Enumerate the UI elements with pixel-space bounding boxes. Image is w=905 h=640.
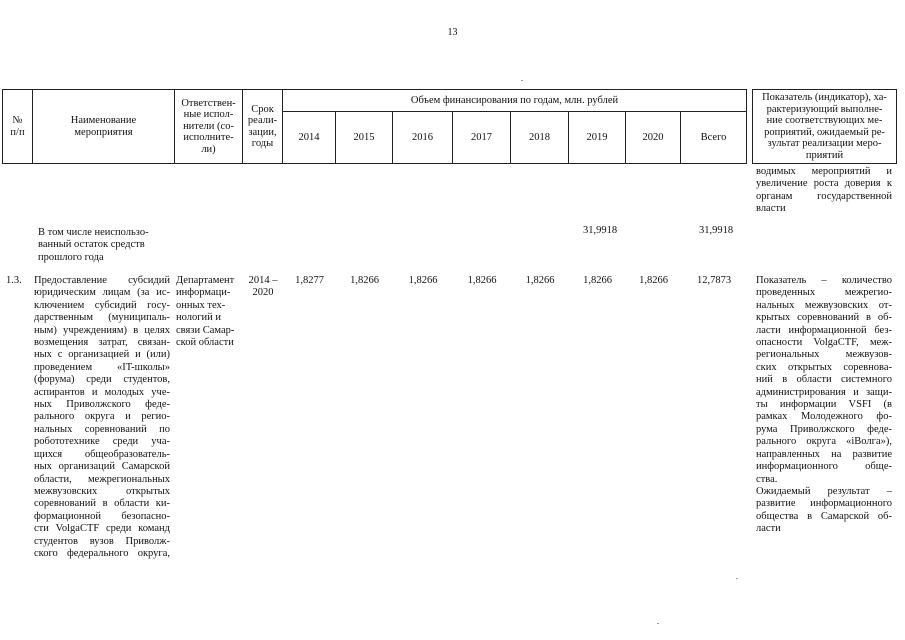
name-line: робототехнике среди уча- bbox=[34, 436, 170, 448]
term-line: 2020 bbox=[252, 287, 274, 299]
name-line: нальных соревнований по bbox=[34, 423, 170, 435]
indicator-line: направленных на развитие bbox=[756, 448, 892, 460]
value-2018: 1,8266 bbox=[525, 275, 555, 286]
indicator-line: проведенных межрегио- bbox=[756, 287, 892, 299]
carryover-line: увеличение роста доверия к bbox=[756, 178, 892, 190]
table-header bbox=[2, 89, 897, 164]
header-term-text: Срок реали- зации, годы bbox=[247, 103, 278, 149]
name-line: Предоставление субсидий bbox=[34, 275, 170, 286]
unused-row-name bbox=[38, 227, 178, 264]
row-responsible bbox=[176, 275, 242, 349]
header-responsible-text: Ответствен- ные испол- нители (со- исполните- ли) bbox=[181, 97, 236, 155]
indicator-line: Показатель – количество bbox=[756, 275, 892, 286]
responsible-line: ской области bbox=[176, 337, 234, 349]
responsible-line: информаци- bbox=[176, 287, 231, 299]
indicator-line: рального округа «iВолга»), bbox=[756, 436, 892, 448]
name-line: сти VolgaCTF среди команд bbox=[34, 523, 170, 535]
header-total: Всего bbox=[681, 112, 747, 164]
header-year-2015: 2015 bbox=[336, 112, 393, 164]
scan-speck bbox=[657, 623, 659, 624]
header-year-2019: 2019 bbox=[569, 112, 626, 164]
header-term bbox=[243, 90, 283, 164]
indicator-line: опасности VolgaCTF, меж- bbox=[756, 337, 892, 349]
value-2016: 1,8266 bbox=[408, 275, 438, 286]
page-number: 13 bbox=[447, 27, 458, 38]
responsible-line: нологий и bbox=[176, 312, 222, 324]
header-number-text: № п/п bbox=[10, 115, 25, 138]
indicator-line: ства. bbox=[756, 473, 778, 485]
name-line: формационной безопасно- bbox=[34, 510, 170, 522]
name-line: области, межрегиональных bbox=[34, 473, 170, 485]
header-name-text: Наименование мероприятия bbox=[70, 115, 137, 138]
term-line: 2014 – bbox=[248, 275, 278, 286]
value-2015: 1,8266 bbox=[350, 275, 379, 286]
scan-speck bbox=[736, 578, 738, 579]
header-indicator-text: Показатель (индикатор), ха- рактеризующий выполне- ние соответствующих ме- роприятий, ожидаемый ре- зультат реализации меро- приятий bbox=[762, 92, 887, 161]
indicator-line: администрирования и защи- bbox=[756, 386, 892, 398]
name-line: проведением «IT-школы» bbox=[34, 361, 170, 373]
indicator-line: ласти bbox=[756, 523, 781, 535]
name-line: (форума) среди студентов, bbox=[34, 374, 170, 386]
value-2020: 1,8266 bbox=[639, 275, 668, 286]
carryover-line: водимых мероприятий и bbox=[756, 166, 892, 177]
name-line: ных с организацией и (или) bbox=[34, 349, 170, 361]
name-line: юридическим лицам (за ис- bbox=[34, 287, 170, 299]
header-number bbox=[3, 90, 33, 164]
indicator-line: рума Приволжского феде- bbox=[756, 423, 892, 435]
name-line: ных Приволжского феде- bbox=[34, 399, 170, 411]
value-2017: 1,8266 bbox=[467, 275, 497, 286]
header-funding-text: Объем финансирования по годам, млн. рублей bbox=[410, 94, 619, 106]
row-indicator bbox=[756, 275, 892, 536]
row-number: 1.3. bbox=[6, 275, 22, 286]
indicator-line: развитие информационного bbox=[756, 498, 892, 510]
header-year-2020: 2020 bbox=[626, 112, 681, 164]
name-line: аспирантов и молодых уче- bbox=[34, 386, 170, 398]
name-line: ключением субсидий госу- bbox=[34, 299, 170, 311]
indicator-line: крытых соревнований в об- bbox=[756, 312, 892, 324]
name-line: соревнований в области ки- bbox=[34, 498, 170, 510]
indicator-line: ты информации VSFI (в bbox=[756, 399, 892, 411]
header-year-2018: 2018 bbox=[511, 112, 569, 164]
name-line: ского федерального округа, bbox=[34, 547, 170, 559]
header-indicator bbox=[753, 90, 897, 164]
header-year-2016: 2016 bbox=[393, 112, 453, 164]
responsible-line: Департамент bbox=[176, 275, 235, 286]
header-funding bbox=[283, 90, 747, 112]
carryover-line: власти bbox=[756, 203, 786, 215]
unused-total: 31,9918 bbox=[698, 225, 734, 236]
responsible-line: онных тех- bbox=[176, 299, 226, 311]
indicator-line: ний в области системного bbox=[756, 374, 892, 386]
row-name bbox=[34, 275, 170, 560]
name-line: возмещения затрат, связан- bbox=[34, 337, 170, 349]
name-line: щихся общеобразователь- bbox=[34, 448, 170, 460]
row-term bbox=[244, 275, 282, 300]
header-name bbox=[33, 90, 175, 164]
value-2014: 1,8277 bbox=[295, 275, 324, 286]
unused-name-line: ванный остаток средств bbox=[38, 239, 145, 251]
value-2019: 1,8266 bbox=[583, 275, 612, 286]
carryover-indicator bbox=[756, 166, 892, 216]
header-year-2014: 2014 bbox=[283, 112, 336, 164]
name-line: дарственным (муниципаль- bbox=[34, 312, 170, 324]
value-total: 12,7873 bbox=[696, 275, 732, 286]
name-line: ным) учреждениям) в целях bbox=[34, 324, 170, 336]
responsible-line: связи Самар- bbox=[176, 324, 235, 336]
indicator-line: информационного обще- bbox=[756, 461, 892, 473]
indicator-line: нальных межвузовских от- bbox=[756, 299, 892, 311]
unused-name-line: прошлого года bbox=[38, 251, 104, 263]
name-line: студентов вузов Приволж- bbox=[34, 535, 170, 547]
indicator-line: ласти информационной без- bbox=[756, 324, 892, 336]
unused-value-2019: 31,9918 bbox=[582, 225, 618, 236]
indicator-line: ских открытых соревнова- bbox=[756, 361, 892, 373]
indicator-line: Ожидаемый результат – bbox=[756, 485, 892, 497]
indicator-line: региональных межвузов- bbox=[756, 349, 892, 361]
header-year-2017: 2017 bbox=[453, 112, 511, 164]
name-line: межвузовских открытых bbox=[34, 485, 170, 497]
carryover-line: органам государственной bbox=[756, 190, 892, 202]
scan-speck bbox=[521, 80, 523, 81]
indicator-line: рамках Молодежного фо- bbox=[756, 411, 892, 423]
indicator-line: общества в Самарской об- bbox=[756, 510, 892, 522]
header-responsible bbox=[175, 90, 243, 164]
name-line: ных организаций Самарской bbox=[34, 461, 170, 473]
name-line: рального округа и регио- bbox=[34, 411, 170, 423]
unused-name-line: В том числе неиспользо- bbox=[38, 227, 149, 238]
